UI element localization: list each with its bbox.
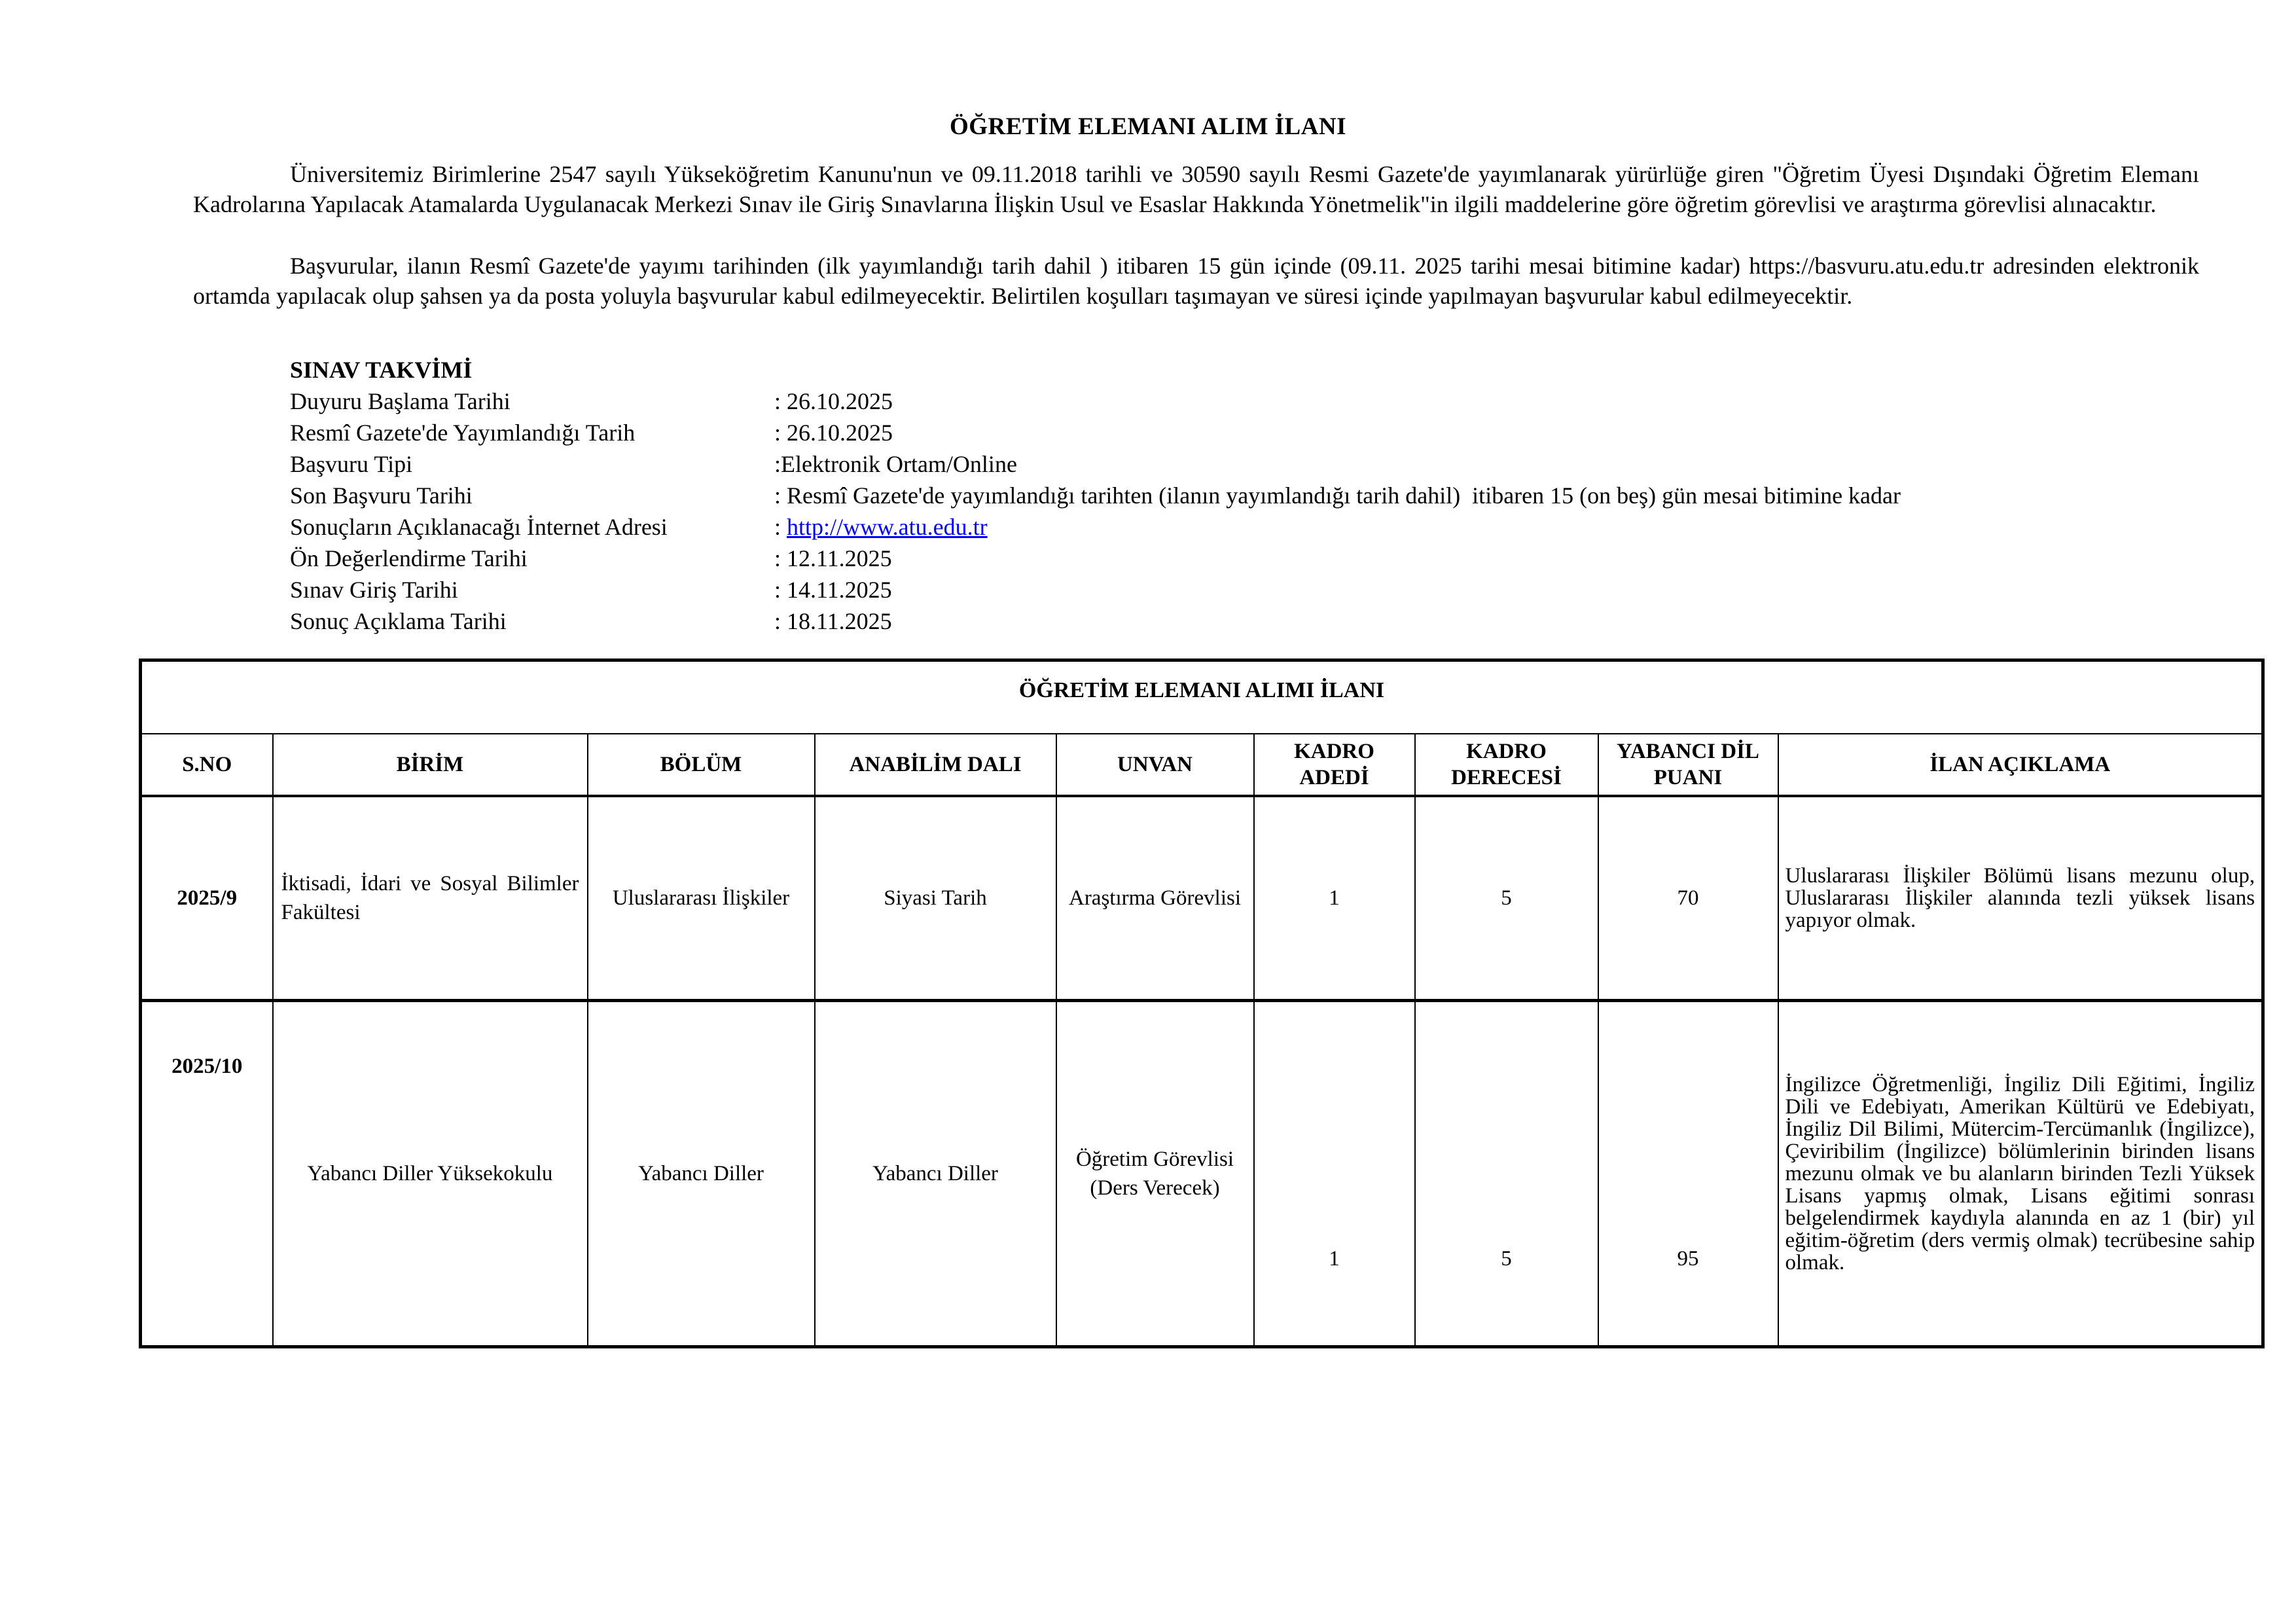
application-paragraph: Başvurular, ilanın Resmî Gazete'de yayımı tarihinden (ilk yayımlandığı tarih dahil ) itibaren 15 gün içinde (09.11. 2025 tarihi mesai bitimine kadar) https://basvuru.atu.edu.tr adresinden elektronik ortamda yapılacak olup şahsen ya da posta yoluyla başvurular kabul edilmeyecektir. Belirtilen koşulları taşımayan ve süresi içinde yapılmayan başvurular kabul edilmeyecektir. <box>193 253 2199 309</box>
schedule-row-announcement-start <box>290 386 2199 417</box>
col-header-yabanci-dil-puani: YABANCI DİL PUANI <box>1598 734 1778 796</box>
schedule-row-deadline <box>290 480 2199 511</box>
cell-unvan: Araştırma Görevlisi <box>1056 796 1254 1001</box>
col-header-unvan: UNVAN <box>1056 734 1254 796</box>
schedule-label: Sonuçların Açıklanacağı İnternet Adresi <box>290 514 668 540</box>
job-postings-table <box>139 659 2265 1348</box>
col-header-ilan-aciklama: İLAN AÇIKLAMA <box>1778 734 2263 796</box>
schedule-value: : 26.10.2025 <box>774 388 893 414</box>
cell-sno: 2025/9 <box>141 796 273 1001</box>
cell-sno: 2025/10 <box>141 1001 273 1347</box>
schedule-value: : 12.11.2025 <box>774 545 892 571</box>
schedule-row-exam-date <box>290 574 2199 605</box>
schedule-row-preevaluation-date <box>290 543 2199 574</box>
col-header-bolum: BÖLÜM <box>588 734 815 796</box>
schedule-row-result-date <box>290 605 2199 637</box>
exam-schedule-section <box>290 354 2199 637</box>
exam-schedule-heading: SINAV TAKVİMİ <box>290 357 473 383</box>
col-header-kadro-adedi: KADRO ADEDİ <box>1254 734 1415 796</box>
document-title: ÖĞRETİM ELEMANI ALIM İLANI <box>949 113 1347 140</box>
cell-kadro-adedi: 1 <box>1254 1001 1415 1347</box>
schedule-label: Sonuç Açıklama Tarihi <box>290 608 507 634</box>
col-header-birim: BİRİM <box>273 734 588 796</box>
cell-birim: İktisadi, İdari ve Sosyal Bilimler Fakültesi <box>273 796 588 1001</box>
schedule-value: : 26.10.2025 <box>774 420 893 446</box>
col-header-kadro-derecesi: KADRO DERECESİ <box>1415 734 1598 796</box>
schedule-row-application-type <box>290 448 2199 480</box>
schedule-row-gazette-date <box>290 417 2199 448</box>
table-row-2025-9 <box>141 796 2263 1001</box>
schedule-value: : 14.11.2025 <box>774 577 892 603</box>
schedule-value <box>774 511 2199 543</box>
cell-kadro-derecesi: 5 <box>1415 1001 1598 1347</box>
cell-kadro-adedi: 1 <box>1254 796 1415 1001</box>
col-header-sno: S.NO <box>141 734 273 796</box>
schedule-value: :Elektronik Ortam/Online <box>774 451 1017 477</box>
cell-bolum: Yabancı Diller <box>588 1001 815 1347</box>
cell-bolum: Uluslararası İlişkiler <box>588 796 815 1001</box>
schedule-label: Ön Değerlendirme Tarihi <box>290 545 528 571</box>
col-header-anabilim-dali: ANABİLİM DALI <box>815 734 1056 796</box>
schedule-label: Sınav Giriş Tarihi <box>290 577 458 603</box>
cell-ilan-aciklama: İngilizce Öğretmenliği, İngiliz Dili Eğitimi, İngiliz Dili ve Edebiyatı, Amerikan Kültürü ve Edebiyatı, İngiliz Dil Bilimi, Mütercim-Tercümanlık (İngilizce), Çeviribilim (İngilizce) bölümlerinin birinden lisans mezunu olmak ve bu alanların birinden Tezli Yüksek Lisans yapmış olmak, Lisans eğitimi sonrası belgelendirmek kaydıyla alanında en az 1 (bir) yıl eğitim-öğretim (ders vermiş olmak) tecrübesine sahip olmak. <box>1778 1001 2263 1347</box>
table-title: ÖĞRETİM ELEMANI ALIMI İLANI <box>141 660 2263 734</box>
table-header-row <box>141 734 2263 796</box>
table-title-row <box>141 660 2263 734</box>
cell-yabanci-dil-puani: 95 <box>1598 1001 1778 1347</box>
schedule-label: Başvuru Tipi <box>290 451 413 477</box>
cell-yabanci-dil-puani: 70 <box>1598 796 1778 1001</box>
schedule-value: : Resmî Gazete'de yayımlandığı tarihten (ilanın yayımlandığı tarih dahil) itibaren 15 (on beş) gün mesai bitimine kadar <box>774 482 1901 509</box>
cell-birim: Yabancı Diller Yüksekokulu <box>273 1001 588 1347</box>
schedule-label: Resmî Gazete'de Yayımlandığı Tarih <box>290 420 636 446</box>
schedule-label: Son Başvuru Tarihi <box>290 482 473 509</box>
table-row-2025-10 <box>141 1001 2263 1347</box>
schedule-row-results-url <box>290 511 2199 543</box>
cell-kadro-derecesi: 5 <box>1415 796 1598 1001</box>
results-url-link[interactable]: http://www.atu.edu.tr <box>787 514 988 540</box>
schedule-label: Duyuru Başlama Tarihi <box>290 388 511 414</box>
cell-ilan-aciklama: Uluslararası İlişkiler Bölümü lisans mezunu olup, Uluslararası İlişkiler alanında tezli yüksek lisans yapıyor olmak. <box>1778 796 2263 1001</box>
intro-paragraph: Üniversitemiz Birimlerine 2547 sayılı Yükseköğretim Kanunu'nun ve 09.11.2018 tarihli ve 30590 sayılı Resmi Gazete'de yayımlanarak yürürlüğe giren "Öğretim Üyesi Dışındaki Öğretim Elemanı Kadrolarına Yapılacak Atamalarda Uygulanacak Merkezi Sınav ile Giriş Sınavlarına İlişkin Usul ve Esaslar Hakkında Yönetmelik"in ilgili maddelerine göre öğretim görevlisi ve araştırma görevlisi alınacaktır. <box>193 161 2199 217</box>
colon-prefix: : <box>774 514 787 540</box>
cell-anabilim-dali: Siyasi Tarih <box>815 796 1056 1001</box>
schedule-value: : 18.11.2025 <box>774 608 892 634</box>
cell-anabilim-dali: Yabancı Diller <box>815 1001 1056 1347</box>
cell-unvan: Öğretim Görevlisi (Ders Verecek) <box>1056 1001 1254 1347</box>
